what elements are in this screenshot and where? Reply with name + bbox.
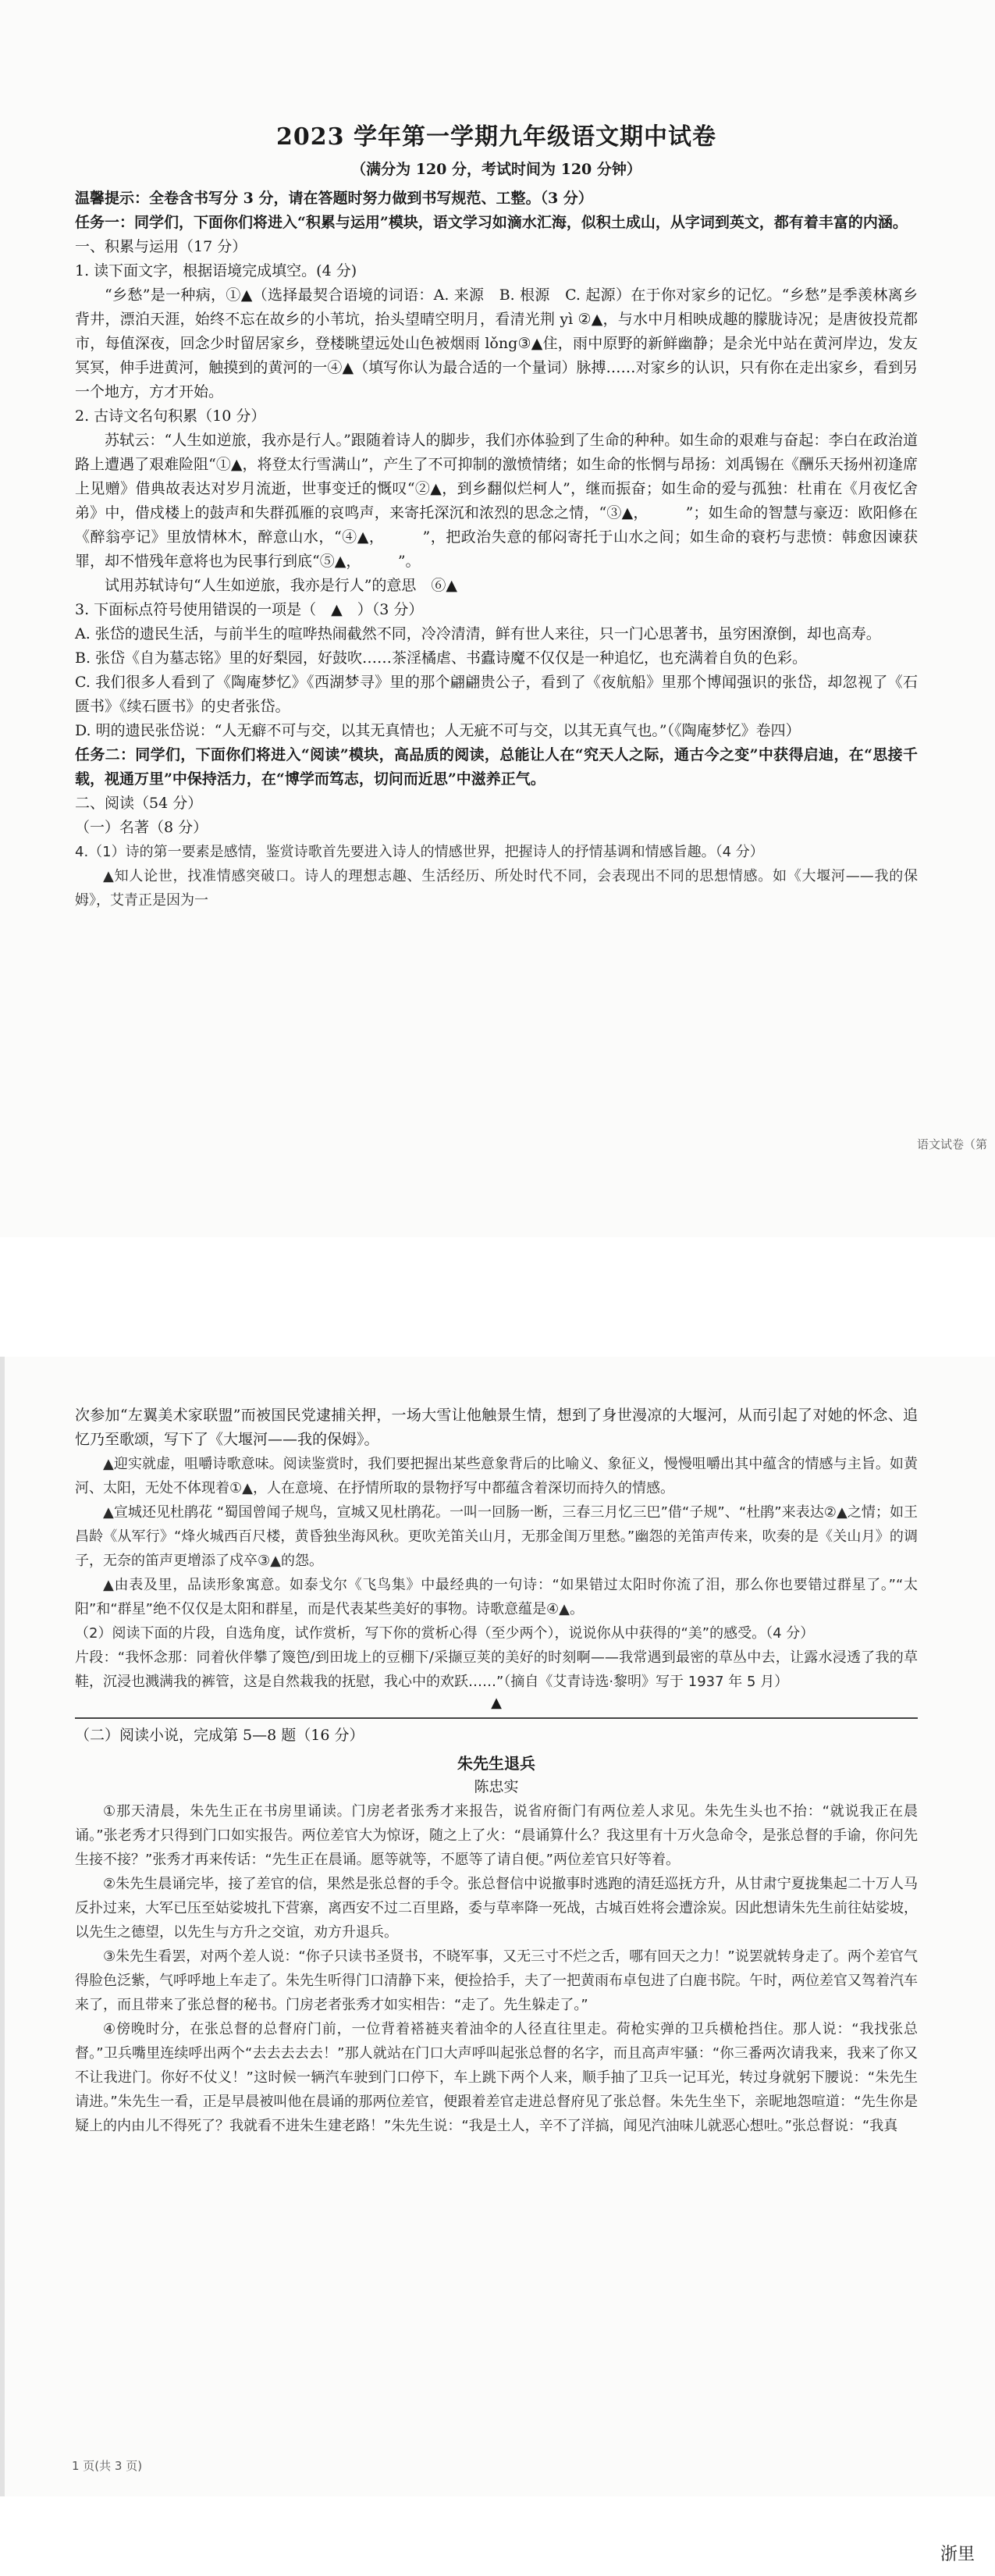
page-1-footer: 语文试卷（第 [916,1137,987,1151]
page-2-left-edge [0,1357,5,2496]
task-one-text: 任务一：同学们，下面你们将进入“积累与运用”模块，语文学习如滴水汇海，似积土成山，从字词到英文，都有着丰富的内涵。 [75,214,908,231]
page-1-content [75,117,918,913]
story-title: 朱先生退兵 [457,1754,535,1773]
question-3-option-c: C. 我们很多人看到了《陶庵梦忆》《西湖梦寻》里的那个翩翩贵公子，看到了《夜航船》里那个博闻强识的张岱，却忽视了《石匮书》《续石匮书》的史者张岱。 [75,674,918,715]
story-paragraph-3: ③朱先生看罢，对两个差人说：“你子只读书圣贤书，不晓军事，又无三寸不烂之舌，哪有回天之力！”说罢就转身走了。两个差官气得脸色泛紫，气呼呼地上车走了。朱先生听得门口清静下来，便捡拾手，夫了一把黄雨布卓包进了白鹿书院。午时，两位差官又驾着汽车来了，而且带来了张总督的秘书。门房老者张秀才如实相告：“走了。先生躲走了。” [75,1948,918,2013]
story-paragraph-2: ②朱先生晨诵完毕，接了差官的信，果然是张总督的手令。张总督信中说撤事时逃跑的清廷巡抚方升，从甘肃宁夏拢集起二十万人马反扑过来，大军已压至姑娑坡扎下营寨，离西安不过二百里路，委与草率降一死战，古城百姓将会遭涂炭。因此想请朱先生前往姑娑坡，以先生之德望，以先生与方升之交谊，劝方升退兵。 [75,1876,918,1941]
section-2-heading: 二、阅读（54 分） [75,795,203,812]
task-two-text: 任务二：同学们，下面你们将进入“阅读”模块，高品质的阅读，总能让人在“究天人之际，通古今之变”中获得启迪，在“思接千载，视通万里”中保持活力，在“博学而笃志，切问而近思”中滋养正气。 [75,746,918,788]
question-2-stem: 2. 古诗文名句积累（10 分） [75,407,266,425]
poetry-paragraph-4: ▲由表及里，品读形象寓意。如泰戈尔《飞鸟集》中最经典的一句诗：“如果错过太阳时你流了泪，那么你也要错过群星了。”“太阳”和“群星”绝不仅仅是太阳和群星，而是代表某些美好的事物。诗歌意蕴是④▲。 [75,1577,918,1617]
exam-page-2 [0,1357,995,2496]
question-4-passage: ▲知人论世，找准情感突破口。诗人的理想志趣、生活经历、所处时代不同，会表现出不同的思想情感。如《大堰河——我的保姆》，艾青正是因为一 [75,868,918,909]
page-2-footer: 1 页(共 3 页) [72,2459,143,2473]
story-author: 陈忠实 [474,1778,519,1795]
question-4-stem: 4.（1）诗的第一要素是感情，鉴赏诗歌首先要进入诗人的情感世界，把握诗人的抒情基调和情感旨趣。（4 分） [75,844,764,860]
page-2-content [75,1404,918,2138]
section-1-heading: 一、积累与运用（17 分） [75,238,247,255]
subsection-1-heading: （一）名著（8 分） [75,819,208,836]
passage-continuation: 次参加“左翼美术家联盟”而被国民党逮捕关押，一场大雪让他触景生情，想到了身世漫凉的大堰河，从而引起了对她的怀念、追忆乃至歌颂，写下了《大堰河——我的保姆》。 [75,1407,918,1448]
question-1-passage: “乡愁”是一种病，①▲（选择最契合语境的词语：A. 来源 B. 根源 C. 起源）在于你对家乡的记忆。“乡愁”是季羡林离乡背井，漂泊天涯，始终不忘在故乡的小苇坑，抬头望晴空明月，看清光荆 yì ②▲，与水中月相映成趣的朦胧诗况；是唐彼投荒都市，每值深夜，回念少时留居家乡，登楼眺望远处山色被烟雨 lǒng③▲住，雨中原野的新鲜幽静；是余光中站在黄河岸边，发友冥冥，伸手进黄河，触摸到的黄河的一④▲（填写你认为最合适的一个量词）脉搏……对家乡的认识，只有你在走出家乡，看到另一个地方，方才开始。 [75,286,918,400]
question-4-part-2: （2）阅读下面的片段，自选角度，试作赏析，写下你的赏析心得（至少两个），说说你从中获得的“美”的感受。（4 分） [75,1625,815,1642]
question-3-option-a: A. 张岱的遗民生活，与前半生的喧哗热闹截然不同，冷冷清清，鲜有世人来往，只一门心思著书，虽穷困潦倒，却也高寿。 [75,625,881,642]
question-1-stem: 1. 读下面文字，根据语境完成填空。(4 分) [75,262,357,279]
subsection-2-heading: （二）阅读小说，完成第 5—8 题（16 分） [75,1727,364,1744]
exam-page-1 [0,0,995,1237]
poetry-paragraph-3: ▲宣城还见杜鹃花 “蜀国曾闻子规鸟，宣城又见杜鹃花。一叫一回肠一断，三春三月忆三巴”借“子规”、“杜鹃”来表达②▲之情；如王昌龄《从军行》“烽火城西百尺楼，黄昏独坐海风秋。更吹羌笛关山月，无那金闺万里愁。”幽怨的羌笛声传来，吹奏的是《关山月》的调子，无奈的笛声更增添了戍卒③▲的怨。 [75,1504,918,1569]
question-3-option-b: B. 张岱《自为墓志铭》里的好梨园，好鼓吹……茶淫橘虐、书蠹诗魔不仅仅是一种追忆，也充满着自负的色彩。 [75,649,808,667]
question-2-extra: 试用苏轼诗句“人生如逆旅，我亦是行人”的意思 ⑥▲ [105,577,458,594]
question-3-stem: 3. 下面标点符号使用错误的一项是（ ▲ ）（3 分） [75,601,424,618]
answer-triangle-mark: ▲ [491,1695,502,1711]
question-3-option-d: D. 明的遗民张岱说：“人无癖不可与交，以其无真情也；人无疵不可与交，以其无真气也。”（《陶庵梦忆》卷四） [75,722,801,739]
divider-line [75,1717,918,1719]
excerpt-text: 片段：“我怀念那：同着伙伴攀了篾笆/到田垅上的豆棚下/采撷豆荚的美好的时刻啊——我常遇到最密的草丛中去，让露水浸透了我的草鞋，沉浸也溅满我的裤管，这是自然栽我的抚慰，我心中的欢跃……”（摘自《艾青诗选·黎明》写于 1937 年 5 月） [75,1649,918,1690]
exam-title: 2023 学年第一学期九年级语文期中试卷 [276,123,716,151]
tip-text: 温馨提示：全卷含书写分 3 分，请在答题时努力做到书写规范、工整。（3 分） [75,190,593,207]
page-gap [0,1237,995,1357]
exam-subtitle: （满分为 120 分，考试时间为 120 分钟） [351,161,641,178]
corner-watermark: 浙里 [940,2545,975,2564]
story-paragraph-4: ④傍晚时分，在张总督的总督府门前，一位背着褡裢夹着油伞的人径直往里走。荷枪实弹的卫兵横枪挡住。那人说：“我找张总督。”卫兵嘴里连续呼出两个“去去去去去！”那人就站在门口大声呼叫起张总督的名字，而且高声牢骚：“你三番两次请我来，我来了你又不让我进门。你好不仗义！”这时候一辆汽车驶到门口停下，车上跳下两个人来，顺手抽了卫兵一记耳光，转过身就躬下腰说：“朱先生请进。”朱先生一看，正是早晨被叫他在晨诵的那两位差官，便跟着差官走进总督府见了张总督。朱先生坐下，亲昵地怨喧道：“先生你是疑上的内由儿不得死了？我就看不进朱生建老路！”朱先生说：“我是土人，辛不了洋搞，闻见汽油味儿就恶心想吐。”张总督说：“我真 [75,2021,918,2134]
poetry-paragraph-2: ▲迎实就虚，咀嚼诗歌意味。阅读鉴赏时，我们要把握出某些意象背后的比喻义、象征义，慢慢咀嚼出其中蕴含的情感与主旨。如黄河、太阳，无处不体现着①▲，人在意境、在抒情所取的景物抒写中都蕴含着深切而持久的情感。 [75,1456,918,1496]
question-2-passage: 苏轼云：“人生如逆旅，我亦是行人。”跟随着诗人的脚步，我们亦体验到了生命的种种。如生命的艰难与奋起：李白在政治道路上遭遇了艰难险阻“①▲，将登太行雪满山”，产生了不可抑制的激愤情绪；如生命的怅惘与昂扬：刘禹锡在《酬乐天扬州初逢席上见赠》借典故表达对岁月流逝，世事变迁的慨叹“②▲，到乡翻似烂柯人”，继而振奋；如生命的爱与孤独：杜甫在《月夜忆舍弟》中，借戍楼上的鼓声和失群孤雁的哀鸣声，来寄托深沉和浓烈的思念之情，“③▲， ”；如生命的智慧与豪迈：欧阳修在《醉翁亭记》里放情林木，醉意山水，“④▲， ”，把政治失意的郁闷寄托于山水之间；如生命的衰朽与悲愤：韩愈因谏获罪，却不惜残年意将也为民事行到底“⑤▲， ”。 [75,432,918,570]
story-paragraph-1: ①那天清晨，朱先生正在书房里诵读。门房老者张秀才来报告，说省府衙门有两位差人求见。朱先生头也不抬：“就说我正在晨诵。”张老秀才只得到门口如实报告。两位差官大为惊讶，随之上了火：“晨诵算什么？我这里有十万火急命令，是张总督的手谕，你问先生接不接？”张秀才再来传话：“先生正在晨诵。愿等就等，不愿等了请自便。”两位差官只好等着。 [75,1803,918,1868]
